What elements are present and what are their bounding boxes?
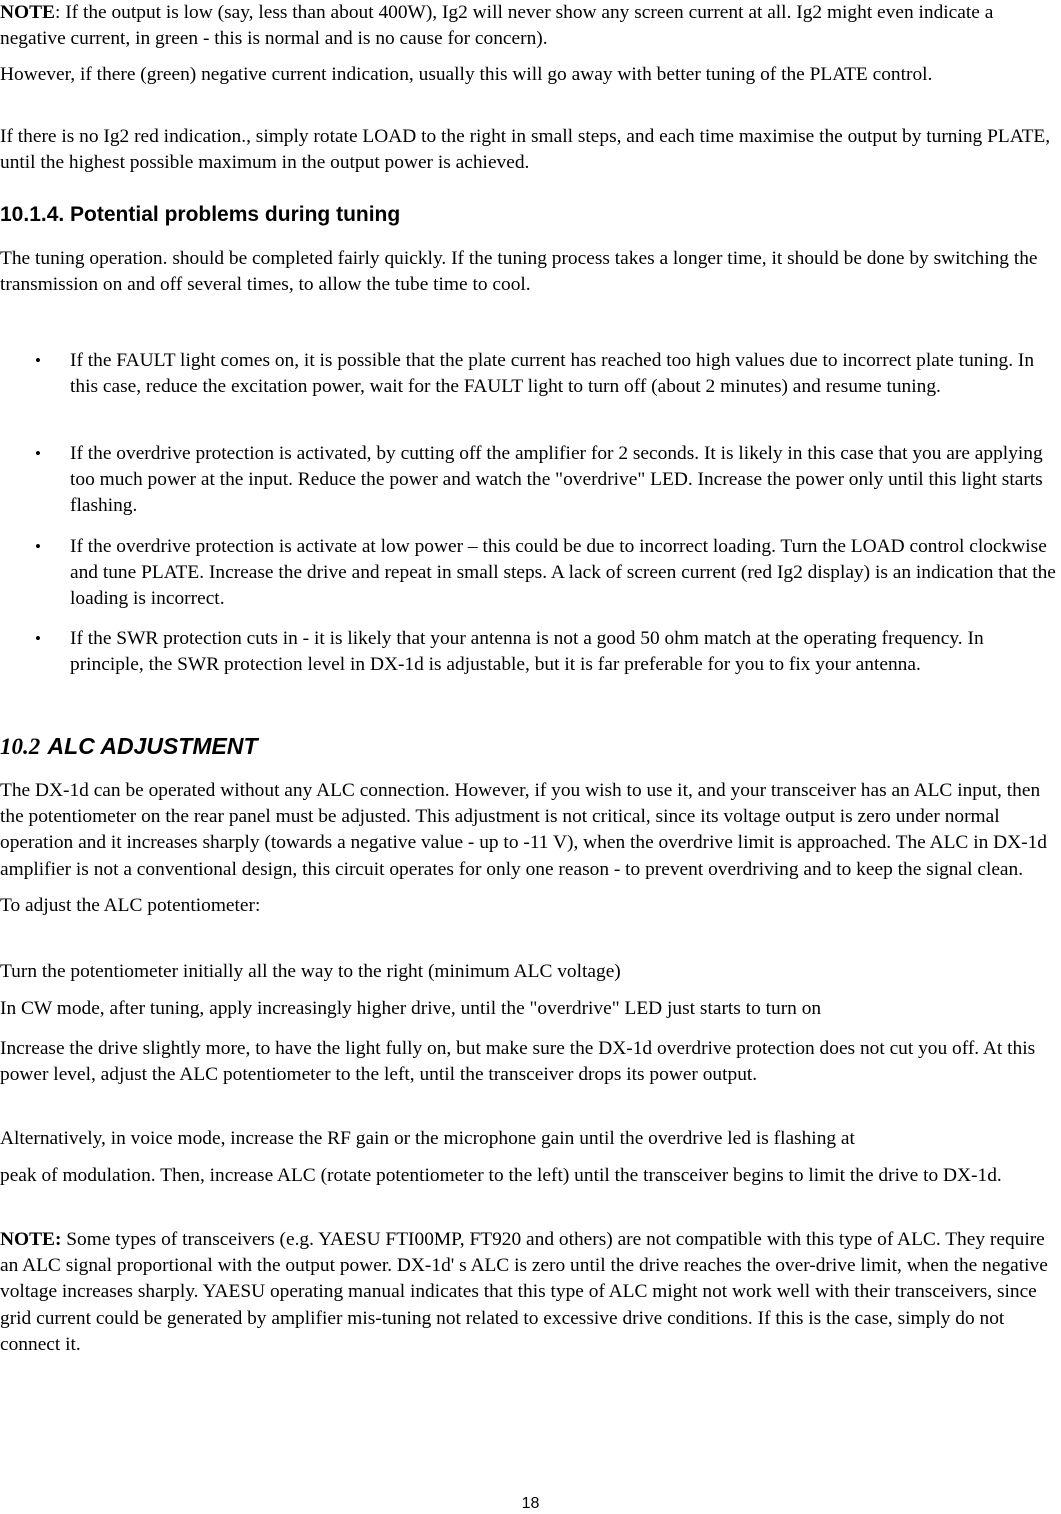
alc-paragraph-6a: Alternatively, in voice mode, increase the RF gain or the microphone gain until the overdrive led is flashing at — [0, 1128, 855, 1149]
note-label: NOTE: — [0, 1229, 62, 1250]
page-number: 18 — [521, 1495, 540, 1512]
section-heading-10-2 — [0, 730, 258, 762]
section-1014-paragraph: The tuning operation. should be completed fairly quickly. If the tuning process takes a longer time, it should be done by switching the transmission on and off several times, to allow the tube time to cool. — [0, 248, 1038, 296]
bullet-text: If the overdrive protection is activated, by cutting off the amplifier for 2 seconds. It is likely in this case that you are applying too much power at the input. Reduce the power and watch the "overdrive" LED. Increase the power only until this light starts flashing. — [70, 443, 1043, 517]
alc-paragraph-2: To adjust the ALC potentiometer: — [0, 895, 261, 916]
bullet-glyph: • — [35, 351, 41, 370]
note-text: : If the output is low (say, less than about 400W), Ig2 will never show any screen current at all. Ig2 might even indicate a negative current, in green - this is normal and is no cause for concern). — [0, 2, 994, 50]
alc-paragraph-4: In CW mode, after tuning, apply increasingly higher drive, until the "overdrive" LED just starts to turn on — [0, 998, 822, 1019]
intro-paragraph-2: However, if there (green) negative current indication, usually this will go away with better tuning of the PLATE control. — [0, 64, 933, 85]
note-label: NOTE — [0, 2, 55, 23]
alc-paragraph-3: Turn the potentiometer initially all the way to the right (minimum ALC voltage) — [0, 961, 621, 982]
section-number: 10.2 — [0, 734, 41, 759]
bullet-glyph: • — [35, 537, 41, 556]
bullet-glyph: • — [35, 629, 41, 648]
bullet-text: If the SWR protection cuts in - it is likely that your antenna is not a good 50 ohm match at the operating frequency. In principle, the SWR protection level in DX-1d is adjustable, but it is far preferable for you to fix your antenna. — [70, 628, 984, 676]
alc-paragraph-6b: peak of modulation. Then, increase ALC (rotate potentiometer to the left) until the transceiver begins to limit the drive to DX-1d. — [0, 1165, 1002, 1186]
bullet-text: If the overdrive protection is activate at low power – this could be due to incorrect loading. Turn the LOAD control clockwise and tune PLATE. Increase the drive and repeat in small steps. A lack of screen current (red Ig2 display) is an indication that the loading is incorrect. — [70, 536, 1056, 610]
section-heading-10-1-4: 10.1.4. Potential problems during tuning — [0, 203, 401, 226]
intro-note-paragraph — [0, 0, 1061, 52]
alc-paragraph-1: The DX-1d can be operated without any ALC connection. However, if you wish to use it, and your transceiver has an ALC input, then the potentiometer on the rear panel must be adjusted. This adjustment is not critical, since its voltage output is zero under normal operation and it increases sharply (towards a negative value - up to -11 V), when the overdrive limit is approached. The ALC in DX-1d amplifier is not a conventional design, this circuit operates for only one reason - to prevent overdriving and to keep the signal clean. — [0, 780, 1047, 880]
intro-paragraph-3: If there is no Ig2 red indication., simply rotate LOAD to the right in small steps, and each time maximise the output by turning PLATE, until the highest possible maximum in the output power is achieved. — [0, 126, 1051, 174]
note-text: Some types of transceivers (e.g. YAESU FTI00MP, FT920 and others) are not compatible with this type of ALC. They require an ALC signal proportional with the output power. DX-1d' s ALC is zero until the drive reaches the over-drive limit, when the negative voltage increases sharply. YAESU operating manual indicates that this type of ALC might not work well with their transceivers, since grid current could be generated by amplifier mis-tuning not related to excessive drive conditions. If this is the case, simply do not connect it. — [0, 1229, 1048, 1355]
alc-paragraph-5: Increase the drive slightly more, to have the light fully on, but make sure the DX-1d overdrive protection does not cut you off. At this power level, adjust the ALC potentiometer to the left, until the transceiver drops its power output. — [0, 1038, 1036, 1086]
alc-note-paragraph — [0, 1227, 1061, 1358]
bullet-glyph: • — [35, 444, 41, 463]
bullet-text: If the FAULT light comes on, it is possible that the plate current has reached too high values due to incorrect plate tuning. In this case, reduce the excitation power, wait for the FAULT light to turn off (about 2 minutes) and resume tuning. — [70, 350, 1035, 398]
section-title: ALC ADJUSTMENT — [47, 733, 258, 759]
